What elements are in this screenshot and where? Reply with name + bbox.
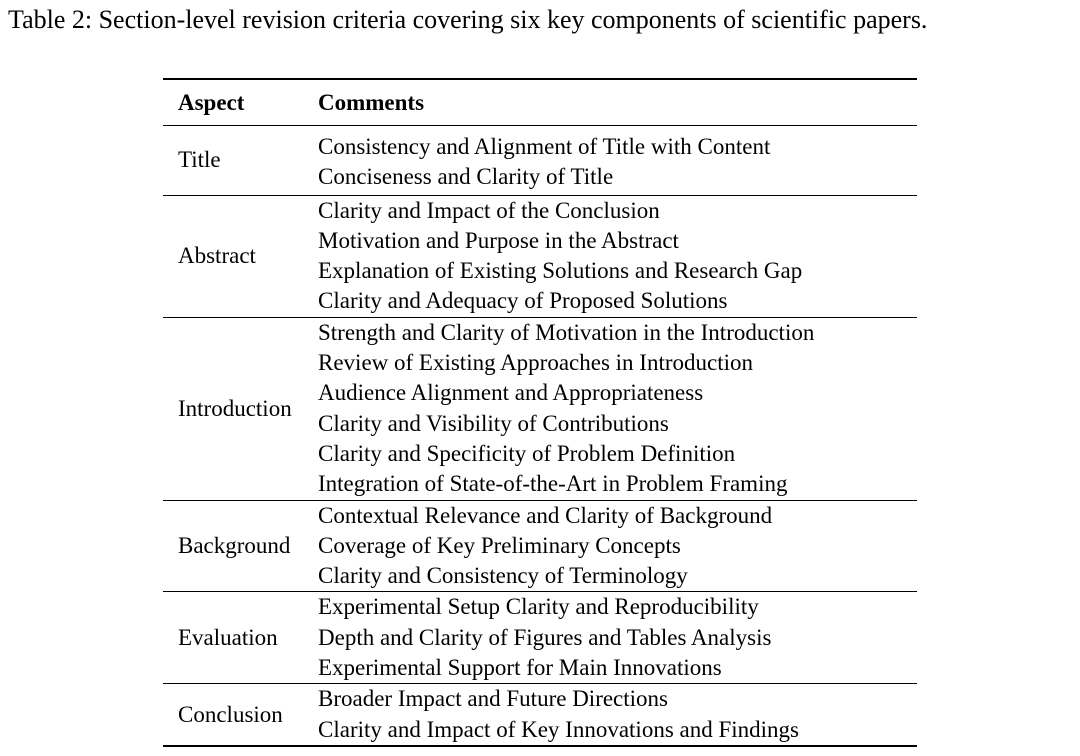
comment-item: Integration of State-of-the-Art in Problem Framing [318,471,788,497]
table-caption: Table 2: Section-level revision criteria covering six key components of scientific papers. [8,5,928,34]
comment-item: Broader Impact and Future Directions [318,686,668,712]
table-row-title [163,126,917,195]
row-aspect: Background [178,533,291,558]
row-comments [318,318,917,500]
row-comments [318,196,917,317]
row-aspect: Title [178,147,221,173]
comment-item: Conciseness and Clarity of Title [318,164,614,190]
row-aspect: Evaluation [178,624,278,650]
comment-item: Clarity and Impact of the Conclusion [318,197,660,223]
comment-item: Clarity and Specificity of Problem Definition [318,440,736,466]
comment-item: Clarity and Consistency of Terminology [318,563,688,589]
comment-item: Depth and Clarity of Figures and Tables Analysis [318,624,772,650]
comment-item: Motivation and Purpose in the Abstract [318,227,679,253]
table-row-evaluation [163,592,917,683]
comment-item: Experimental Setup Clarity and Reproducibility [318,594,759,620]
comment-item: Experimental Support for Main Innovations [318,655,722,681]
table-row-conclusion [163,684,917,745]
comment-item: Strength and Clarity of Motivation in the Introduction [318,319,815,345]
comment-item: Clarity and Visibility of Contributions [318,410,669,436]
row-comments [318,501,917,592]
row-comments [318,126,917,195]
comment-item: Audience Alignment and Appropriateness [318,380,704,406]
table-row-background [163,501,917,592]
table-row-introduction [163,318,917,500]
header-comments: Comments [318,89,425,115]
table-header [163,80,917,125]
table-row-abstract [163,196,917,317]
comment-item: Consistency and Alignment of Title with Content [318,134,771,159]
table-bottom-rule [163,745,917,747]
row-comments [318,592,917,683]
row-aspect: Abstract [178,243,256,269]
comment-item: Explanation of Existing Solutions and Research Gap [318,258,803,284]
comment-item: Clarity and Impact of Key Innovations and Findings [318,716,800,742]
criteria-table [163,78,917,747]
row-comments [318,684,917,745]
row-aspect: Conclusion [178,701,283,727]
comment-item: Clarity and Adequacy of Proposed Solutions [318,288,728,314]
comment-item: Coverage of Key Preliminary Concepts [318,532,681,558]
row-aspect: Introduction [178,395,292,421]
comment-item: Contextual Relevance and Clarity of Background [318,502,773,528]
comment-item: Review of Existing Approaches in Introduction [318,350,754,376]
header-aspect: Aspect [178,89,245,115]
